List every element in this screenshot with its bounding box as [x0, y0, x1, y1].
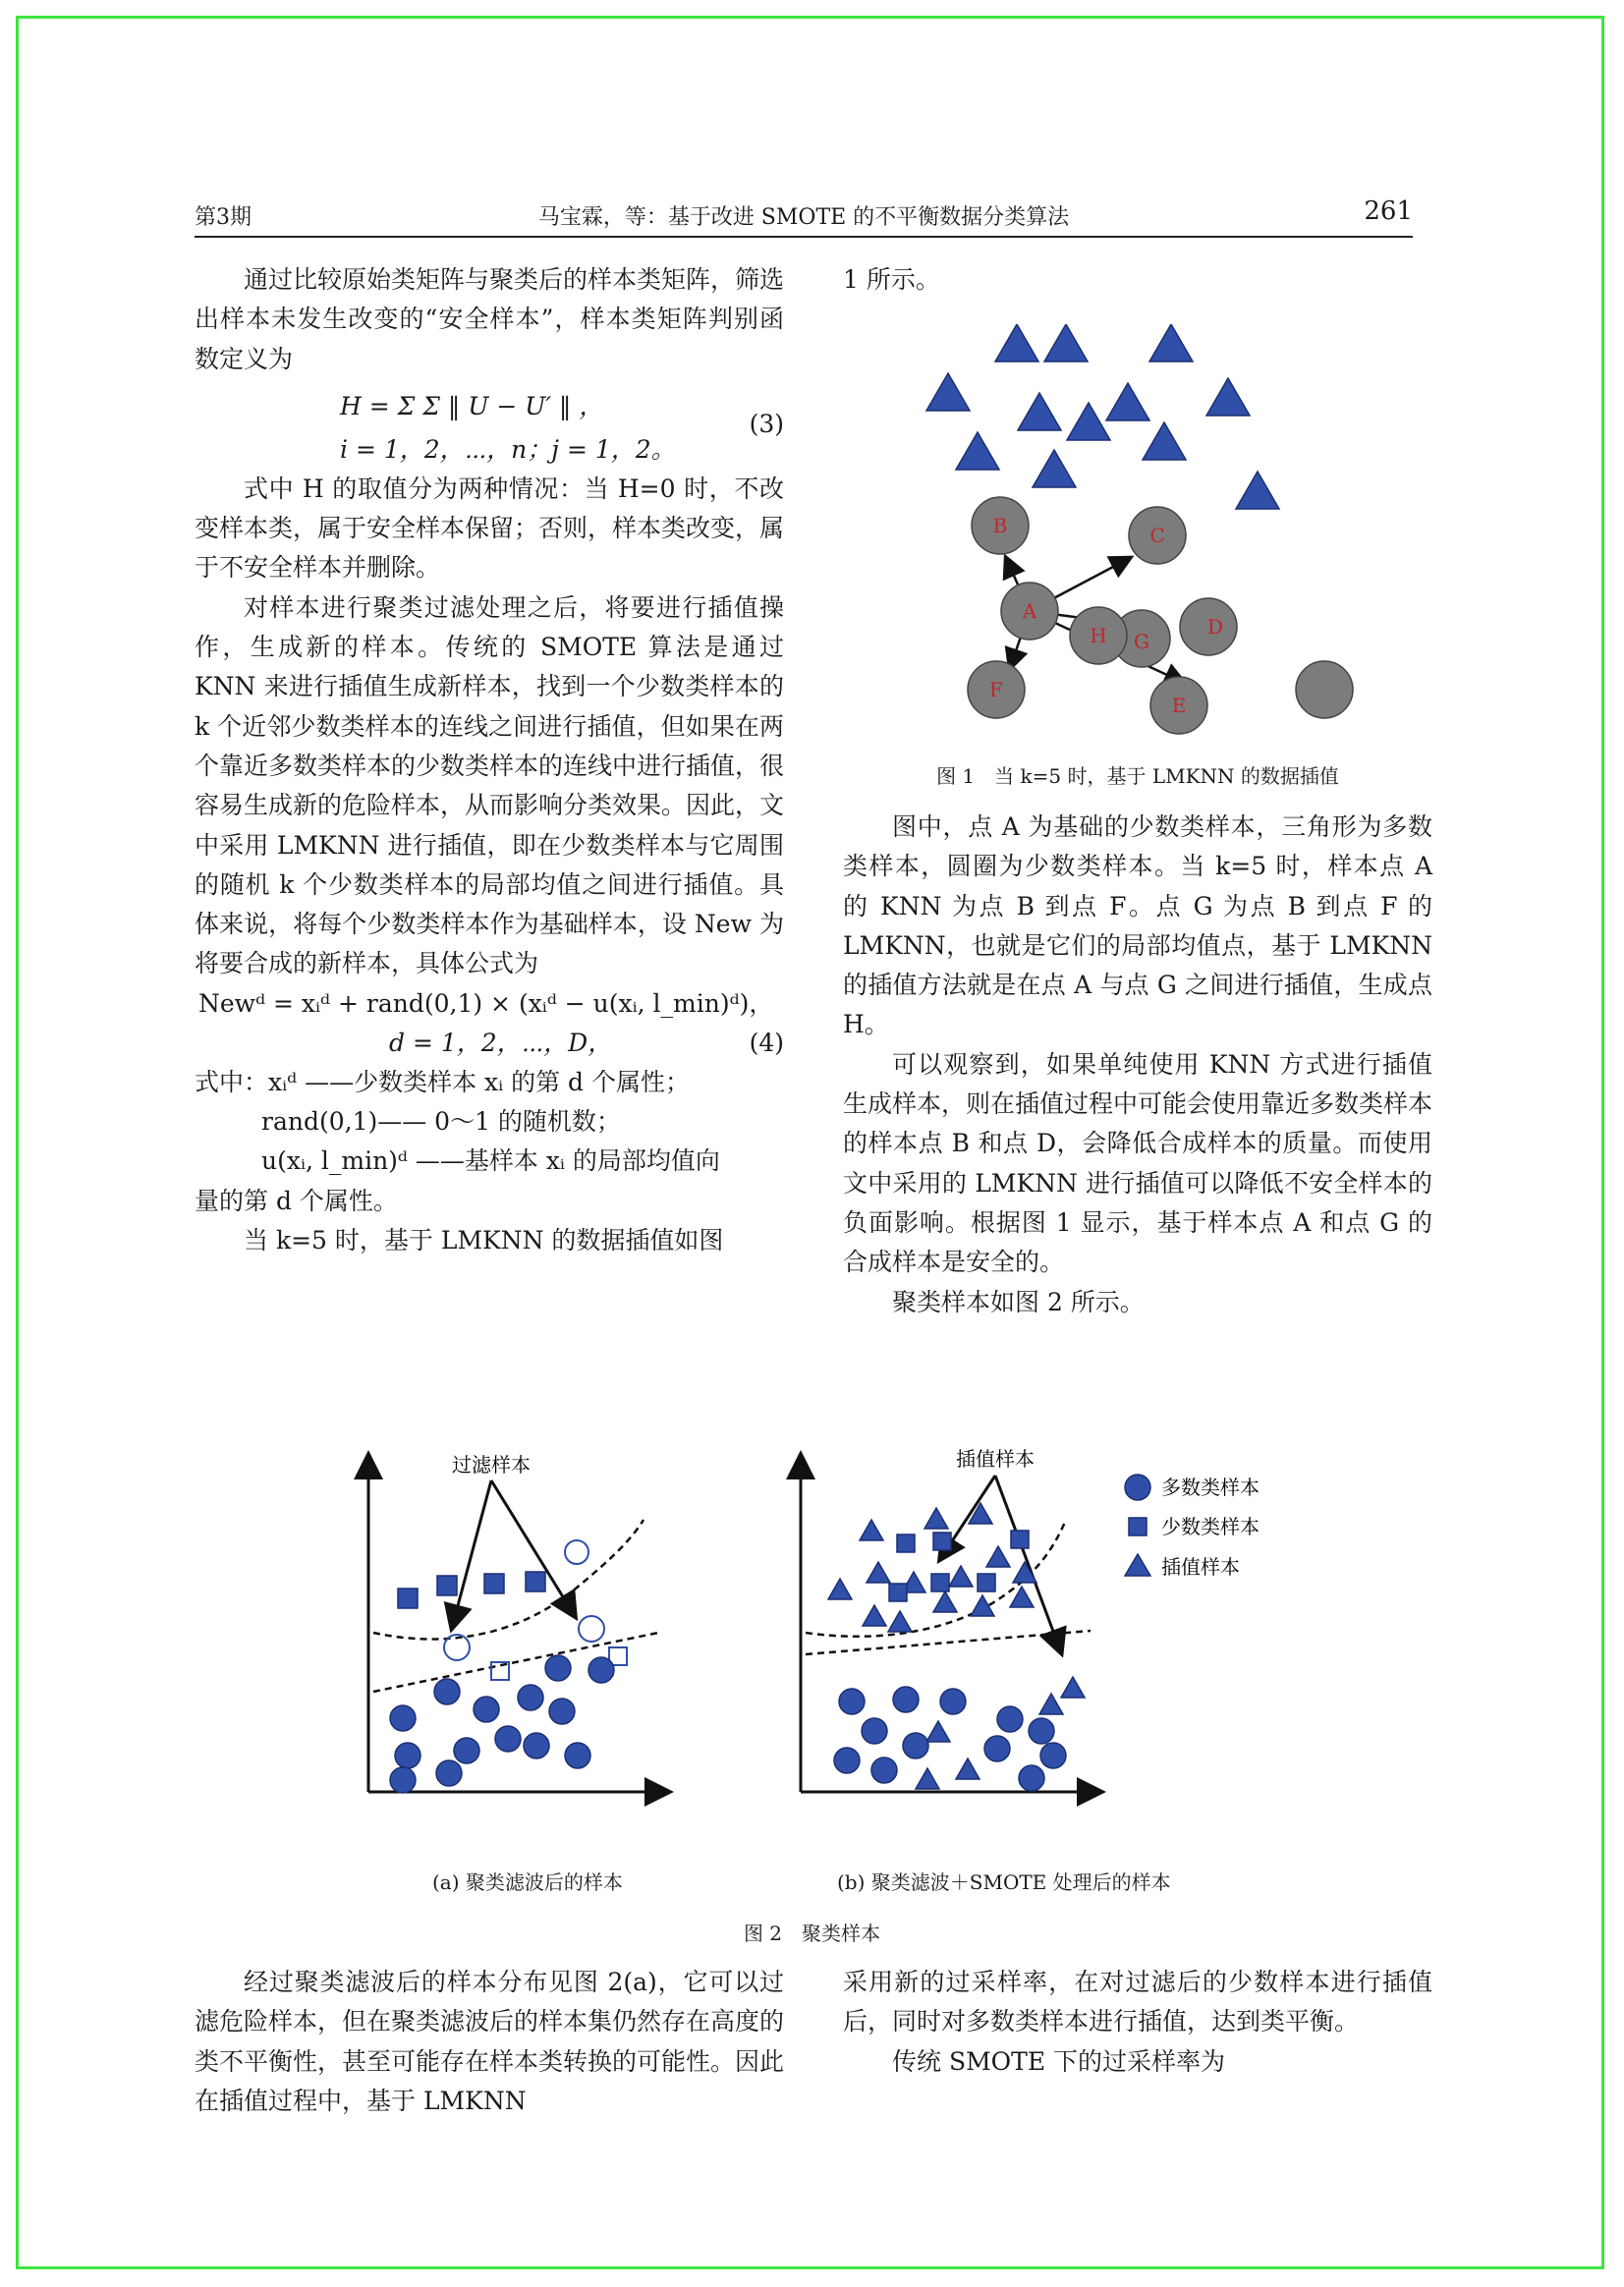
triangle-marker: [1143, 422, 1186, 460]
paragraph: 通过比较原始类矩阵与聚类后的样本类矩阵，筛选出样本未发生改变的“安全样本”，样本类矩阵判别函数定义为: [195, 265, 785, 373]
circle-marker: [565, 1743, 590, 1768]
square-marker: [931, 1574, 949, 1591]
equation-4: [195, 984, 784, 1024]
triangle-marker: [1206, 378, 1250, 416]
triangle-marker: [1149, 324, 1193, 362]
square-marker: [933, 1533, 951, 1550]
figure-2b-caption: (b) 聚类滤波＋SMOTE 处理后的样本: [837, 1870, 1171, 1894]
paragraph: 聚类样本如图 2 所示。: [892, 1287, 1145, 1316]
triangle-marker: [828, 1579, 852, 1599]
circle-marker: [454, 1738, 479, 1763]
paragraph: 采用新的过采样率，在对过滤后的少数样本进行插值后，同时对多数类样本进行插值，达到类平衡。: [843, 1968, 1432, 2036]
triangle-marker: [916, 1768, 939, 1789]
circle-marker: [1029, 1718, 1054, 1744]
triangle-marker: [1018, 393, 1061, 430]
equation-3-number: (3): [749, 409, 784, 438]
right-column-body: [843, 808, 1432, 1322]
circle-marker: [1019, 1765, 1044, 1791]
square-marker: [437, 1576, 457, 1595]
triangle-marker: [986, 1546, 1010, 1567]
equation-3-main: H = Σ Σ ‖ U − U′ ‖ ，: [340, 391, 604, 420]
interp-annotation: 插值样本: [956, 1447, 1035, 1471]
triangle-marker: [1236, 472, 1279, 509]
circle-marker: [549, 1699, 575, 1724]
figure-2a: [368, 1453, 668, 1793]
circle-marker: [390, 1767, 416, 1793]
equation-4-condition-row: [195, 1024, 784, 1063]
triangle-marker: [969, 1503, 992, 1524]
square-marker: [889, 1584, 907, 1601]
figure-2b: [801, 1447, 1100, 1792]
triangle-marker: [1061, 1677, 1085, 1698]
triangle-marker: [995, 324, 1038, 362]
triangle-marker: [867, 1562, 890, 1583]
point-label-e: E: [1171, 694, 1187, 717]
circle-marker: [434, 1679, 460, 1704]
circles-b: [834, 1687, 1066, 1791]
circle-marker: [1125, 1475, 1150, 1500]
circle-marker: [565, 1540, 588, 1564]
square-marker: [1129, 1518, 1147, 1535]
point-label-h: H: [1090, 624, 1107, 647]
figure-1-caption: 图 1 当 k=5 时，基于 LMKNN 的数据插值: [936, 764, 1339, 788]
definition: 式中：xᵢᵈ ——少数类样本 xᵢ 的第 d 个属性；: [195, 1067, 690, 1096]
circle-marker: [545, 1655, 571, 1681]
triangle-marker: [1039, 1694, 1063, 1714]
point-label-g: G: [1134, 630, 1149, 653]
square-marker: [484, 1574, 504, 1593]
legend-majority: 多数类样本: [1161, 1476, 1260, 1499]
triangle-marker: [971, 1595, 994, 1616]
triangle-marker: [949, 1566, 973, 1587]
definition: u(xᵢ, l_min)ᵈ ——基样本 xᵢ 的局部均值向: [261, 1146, 720, 1176]
circle-marker: [588, 1657, 614, 1683]
legend-interp: 插值样本: [1161, 1555, 1240, 1579]
circle-marker: [524, 1733, 549, 1758]
equation-4-number: (4): [749, 1028, 784, 1057]
circle-marker: [903, 1733, 928, 1758]
left-column: [195, 260, 784, 1260]
equation-3-condition-row: [195, 430, 784, 470]
circle-marker: [579, 1616, 604, 1642]
circle-marker: [390, 1705, 416, 1731]
circles-a: [390, 1655, 614, 1793]
figure-1: [914, 324, 1366, 737]
circle-marker: [839, 1689, 865, 1714]
triangle-marker: [924, 1508, 948, 1529]
point-label-f: F: [989, 678, 1003, 701]
right-column-top: [843, 260, 1432, 300]
figure-2: [344, 1436, 1287, 1829]
point-label-d: D: [1206, 615, 1224, 639]
figure-2a-caption: (a) 聚类滤波后的样本: [432, 1870, 623, 1894]
figure-2-legend: [1125, 1475, 1260, 1579]
equation-3: [195, 379, 784, 438]
legend-minority: 少数类样本: [1161, 1515, 1260, 1538]
bottom-left-column: [195, 1963, 784, 2121]
square-marker: [398, 1589, 418, 1608]
triangle-marker: [1067, 403, 1110, 440]
running-header: [195, 196, 1413, 238]
circle-marker: [518, 1685, 543, 1710]
triangle-marker: [956, 432, 999, 470]
point-label-a: A: [1022, 599, 1037, 623]
paragraph: 经过聚类滤波后的样本分布见图 2(a)，它可以过滤危险样本，但在聚类滤波后的样本集仍然存在高度的类不平衡性，甚至可能存在样本类转换的可能性。因此在插值过程中，基于 LMKNN: [195, 1968, 785, 2115]
triangle-marker: [933, 1591, 957, 1612]
triangle-marker: [1106, 383, 1149, 420]
triangle-marker: [888, 1611, 912, 1632]
circle-marker: [834, 1748, 860, 1773]
triangle-marker: [926, 373, 970, 411]
issue-number: 第3期: [195, 205, 252, 230]
circle-marker: [395, 1743, 420, 1768]
circle-marker: [474, 1697, 499, 1722]
triangle-marker: [1125, 1554, 1150, 1576]
circle-marker: [495, 1726, 521, 1752]
circle-marker: [940, 1689, 966, 1714]
square-marker: [897, 1534, 915, 1552]
square-marker: [1011, 1531, 1029, 1548]
point-label-b: B: [992, 514, 1008, 537]
journal-title: 马宝霖，等：基于改进 SMOTE 的不平衡数据分类算法: [537, 205, 1070, 230]
circle-marker: [862, 1718, 887, 1744]
circle-marker: [984, 1736, 1010, 1761]
filter-annotation: 过滤样本: [452, 1453, 531, 1477]
page-number: 261: [1364, 196, 1413, 226]
circle-marker: [997, 1706, 1023, 1732]
paragraph: 传统 SMOTE 下的过采样率为: [892, 2046, 1226, 2076]
paragraph: 可以观察到，如果单纯使用 KNN 方式进行插值生成样本，则在插值过程中可能会使用靠近多数类样本的样本点 B 和点 D，会降低合成样本的质量。而使用文中采用的 LMKNN 进行插值可以降低不安全样本的负面影响。根据图 1 显示，基于样本点 A 和点 G 的合成样本是安全的。: [843, 1049, 1433, 1277]
paragraph: 对样本进行聚类过滤处理之后，将要进行插值操作，生成新的样本。传统的 SMOTE 算法是通过 KNN 来进行插值生成新样本，找到一个少数类样本的 k 个近邻少数类样本的连线之间进行插值，但如果在两个靠近多数类样本的少数类样本的连线中进行插值，很容易生成新的危险样本，从而影响分类效果。因此，文中采用 LMKNN 进行插值，即在少数类样本与它周围的随机 k 个少数类样本的局部均值之间进行插值。具体来说，将每个少数类样本作为基础样本，设 New 为将要合成的新样本，具体公式为: [195, 592, 785, 978]
definition: 量的第 d 个属性。: [195, 1186, 398, 1215]
circle-marker: [436, 1760, 462, 1786]
equation-4-condition: d = 1，2，⋯，D，: [389, 1028, 613, 1057]
triangle-marker: [860, 1520, 883, 1540]
triangle-marker: [1033, 450, 1076, 487]
circle-marker: [1296, 661, 1353, 718]
figure-2-caption: 图 2 聚类样本: [743, 1922, 881, 1945]
triangle-marker: [1044, 324, 1088, 362]
bottom-right-column: [843, 1963, 1432, 2082]
squares-a: [398, 1572, 545, 1608]
square-marker: [526, 1572, 545, 1591]
square-marker: [978, 1574, 995, 1591]
majority-triangles: [926, 324, 1279, 509]
equation-3-condition: i = 1，2，⋯，n；j = 1，2。: [340, 434, 676, 464]
triangle-marker: [926, 1721, 950, 1742]
circle-marker: [871, 1757, 897, 1783]
paragraph: 1 所示。: [843, 265, 940, 294]
circle-marker: [893, 1687, 919, 1712]
point-label-c: C: [1149, 524, 1165, 547]
paragraph: 式中 H 的取值分为两种情况：当 H=0 时，不改变样本类，属于安全样本保留；否则，样本类改变，属于不安全样本并删除。: [195, 474, 785, 583]
definition: rand(0,1)—— 0～1 的随机数；: [261, 1107, 621, 1137]
triangle-marker: [863, 1605, 886, 1626]
equation-4-main: Newᵈ = xᵢᵈ + rand(0,1) × (xᵢᵈ − u(xᵢ, l_min)ᵈ)，: [198, 988, 774, 1018]
paragraph: 当 k=5 时，基于 LMKNN 的数据插值如图: [244, 1225, 724, 1255]
paragraph: 图中，点 A 为基础的少数类样本，三角形为多数类样本，圆圈为少数类样本。当 k=5 时，样本点 A 的 KNN 为点 B 到点 F。点 G 为点 B 到点 F 的 LMKNN，也就是它们的局部均值点，基于 LMKNN 的插值方法就是在点 A 与点 G 之间进行插值，生成点 H。: [843, 812, 1432, 1039]
triangle-marker: [956, 1758, 980, 1779]
circle-marker: [1040, 1743, 1066, 1768]
triangle-marker: [1013, 1562, 1036, 1583]
